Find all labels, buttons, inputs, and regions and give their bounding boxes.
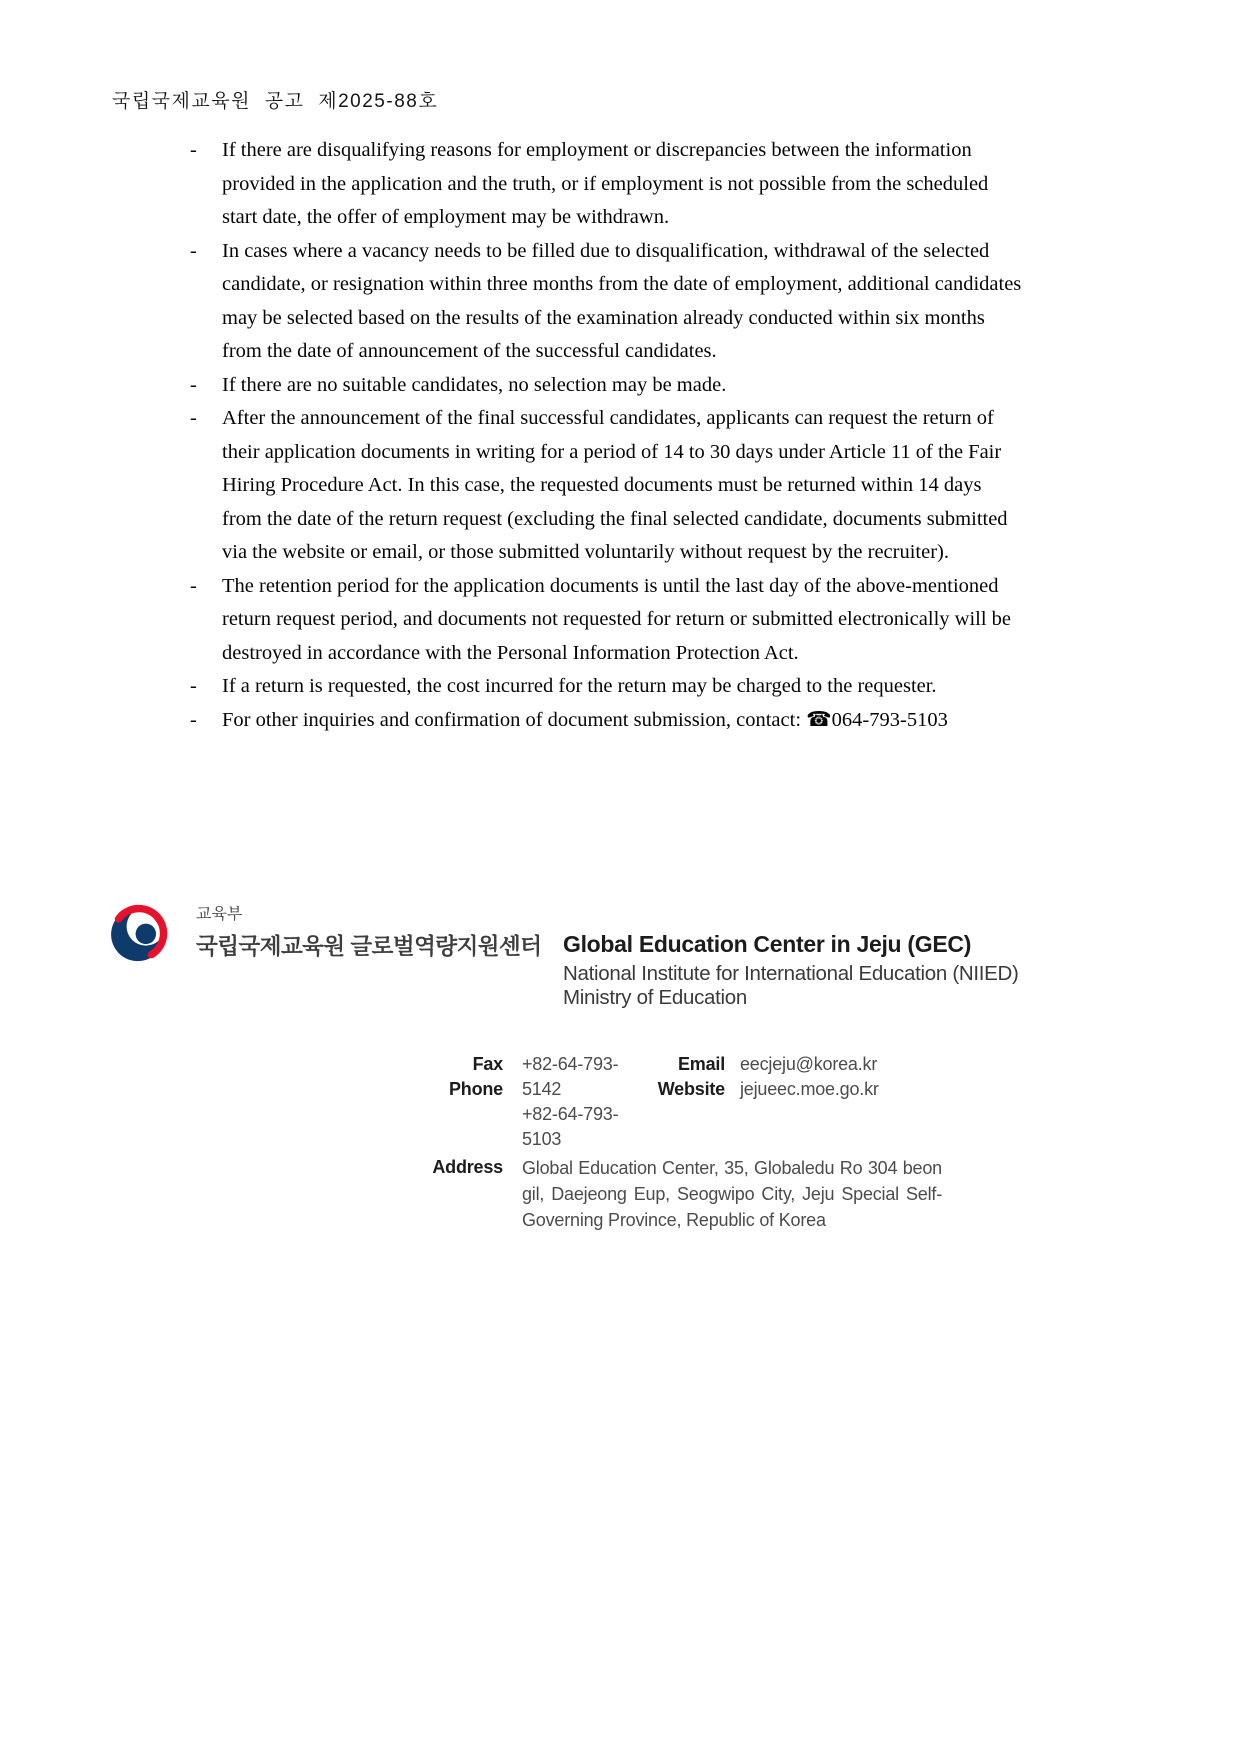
fax-label: Fax xyxy=(472,1054,503,1074)
email-website-values xyxy=(740,1052,940,1102)
website-label: Website xyxy=(657,1079,725,1099)
fax-phone-labels xyxy=(408,1052,503,1102)
website-value: jejueec.moe.go.kr xyxy=(740,1079,879,1099)
gec-title: Global Education Center in Jeju (GEC) xyxy=(563,931,972,957)
fax-phone-values xyxy=(522,1052,634,1152)
gov-emblem-icon xyxy=(108,896,170,968)
notes-list xyxy=(188,134,1024,737)
phone-label: Phone xyxy=(448,1079,503,1099)
note-dash: - xyxy=(190,675,197,697)
note-item xyxy=(188,670,1024,704)
note-dash: - xyxy=(190,139,197,161)
note-text: If a return is requested, the cost incurred for the return may be charged to the requester. xyxy=(222,675,937,697)
note-item xyxy=(188,570,1024,671)
note-dash: - xyxy=(190,574,197,597)
note-text: For other inquiries and confirmation of document submission, contact: ☎064-793-5103 xyxy=(222,708,948,731)
note-item xyxy=(188,235,1024,369)
email-value: eecjeju@korea.kr xyxy=(740,1054,878,1074)
email-label: Email xyxy=(677,1054,725,1074)
note-item xyxy=(188,134,1024,235)
note-text: If there are no suitable candidates, no selection may be made. xyxy=(222,373,727,396)
ministry-line: Ministry of Education xyxy=(563,985,747,1009)
ministry-label-korean: 교육부 xyxy=(196,906,243,923)
note-dash: - xyxy=(190,239,197,262)
address-label: Address xyxy=(432,1157,503,1177)
niied-line: National Institute for International Education (NIIED) xyxy=(563,962,1019,985)
org-english-block xyxy=(563,931,1019,1009)
org-korean-block xyxy=(196,901,542,961)
note-text: In cases where a vacancy needs to be filled due to disqualification, withdrawal of the selected candidate, or resignation within three months from the date of employment, additional candidates may be selected based on the results of the examination already conducted within six months from the date of announcement of the successful candidates. xyxy=(222,239,1022,362)
note-item xyxy=(188,704,1024,738)
doc-number: 국립국제교육원 공고 제2025-88호 xyxy=(112,91,439,112)
phone-value: +82-64-793-5103 xyxy=(522,1104,619,1149)
note-text: If there are disqualifying reasons for employment or discrepancies between the information provided in the application and the truth, or if employment is not possible from the scheduled start date, the offer of employment may be withdrawn. xyxy=(222,139,989,228)
email-website-labels xyxy=(640,1052,725,1102)
note-text: The retention period for the application documents is until the last day of the above-mentioned return request period, and documents not requested for return or submitted electronically will be destroyed in accordance with the Personal Information Protection Act. xyxy=(222,574,1011,664)
note-dash: - xyxy=(190,708,197,731)
org-name-korean: 국립국제교육원 글로벌역량지원센터 xyxy=(196,934,542,959)
note-item xyxy=(188,369,1024,403)
note-text: After the announcement of the final successful candidates, applicants can request the return of their application documents in writing for a period of 14 to 30 days under Article 11 of the Fair Hiring Procedure Act. In this case, the requested documents must be returned within 14 days from the date of the return request (excluding the final selected candidate, documents submitted via the website or email, or those submitted voluntarily without request by the recruiter). xyxy=(222,407,1008,563)
note-dash: - xyxy=(190,407,197,429)
fax-value: +82-64-793-5142 xyxy=(522,1054,619,1099)
address-value: Global Education Center, 35, Globaledu Ro 304 beon gil, Daejeong Eup, Seogwipo City, Jeju Special Self-Governing Province, Republic of Korea xyxy=(522,1158,942,1230)
note-dash: - xyxy=(190,373,197,396)
note-item xyxy=(188,402,1024,570)
